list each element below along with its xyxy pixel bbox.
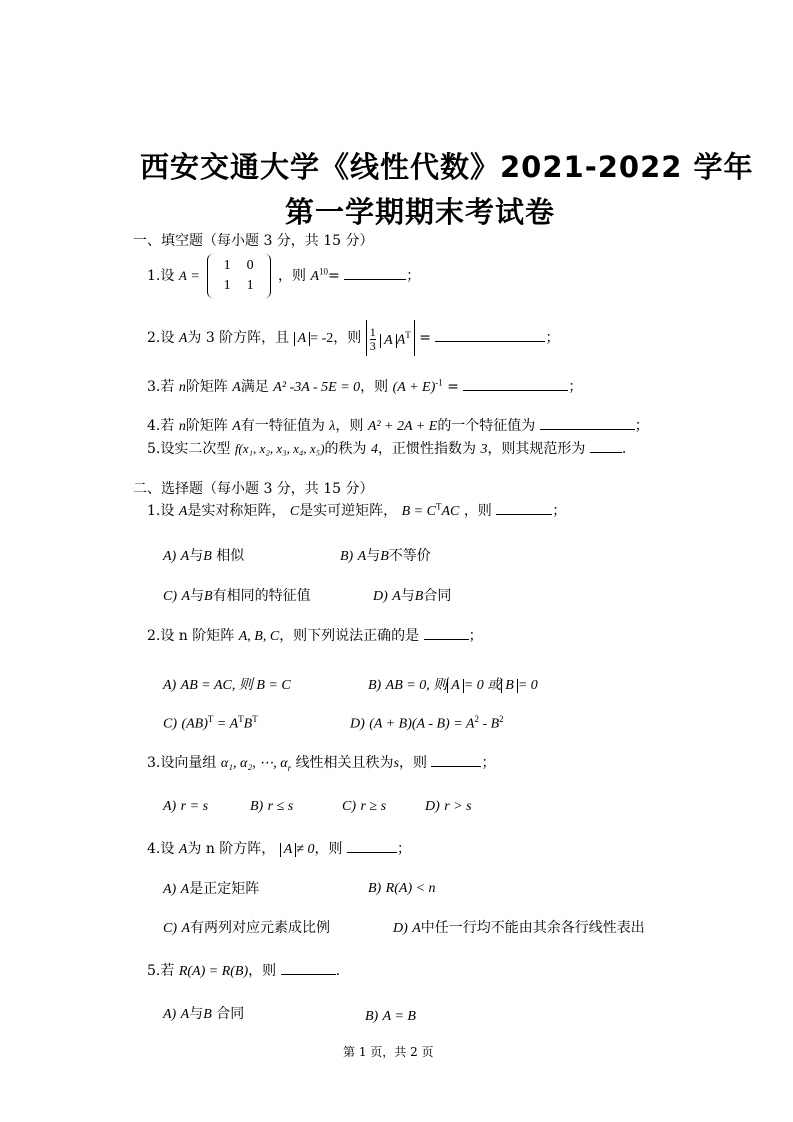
answer-blank[interactable] xyxy=(463,376,568,391)
answer-blank[interactable] xyxy=(281,960,336,975)
section2-heading: 二、选择题（每小题 3 分，共 15 分） xyxy=(133,481,374,497)
s2-q1-option-b[interactable]: B) A与B不等价 xyxy=(340,548,431,564)
s2-q2-option-b[interactable]: B) AB = 0, 则 A = 0 或 B = 0 xyxy=(368,678,538,693)
s2-q2-option-c[interactable]: C) $(AB)^T = A^TB^T$ xyxy=(163,714,258,732)
answer-blank[interactable] xyxy=(496,500,552,515)
s2-q3-option-c[interactable]: C) r ≥ s xyxy=(342,799,387,814)
s2-q4-option-b[interactable]: B) R(A) < n xyxy=(368,881,436,896)
s2-q1-option-d[interactable]: D) A与B合同 xyxy=(373,588,452,604)
answer-blank[interactable] xyxy=(344,265,406,280)
s2-q3-option-a[interactable]: A) r = s xyxy=(163,799,209,814)
s2-q5: 5.若 R(A) = R(B)，则 . xyxy=(147,960,340,980)
s2-q2-option-d[interactable]: D) $(A + B)(A - B) = A^2 - B^2$ xyxy=(350,714,504,732)
s2-q4: 4.设 A为 n 阶方阵， A ≠ 0，则 ； xyxy=(147,838,411,858)
answer-blank[interactable] xyxy=(431,752,481,767)
s2-q1-option-a[interactable]: A) A与B 相似 xyxy=(163,548,245,564)
answer-blank[interactable] xyxy=(540,415,635,430)
s2-q1: 1.设 A是实对称矩阵， C是实可逆矩阵， $B = C^TAC$ ，则 ； xyxy=(147,501,567,519)
s2-q4-option-a[interactable]: A) A是正定矩阵 xyxy=(163,881,260,897)
s1-q1: 1.设 A = 1 0 1 1 ，则 $A^{10}=$ ； xyxy=(147,254,420,298)
s2-q5-option-a[interactable]: A) A与B 合同 xyxy=(163,1006,245,1022)
s1-q5: 5.设实二次型 f(x₁, x₂, x₃, x₄, x₅)的秩为 4，正惯性指数为 3，则其规范形为 . xyxy=(147,438,626,458)
s2-q2: 2.设 n 阶矩阵 A, B, C，则下列说法正确的是 ； xyxy=(147,625,483,645)
answer-blank[interactable] xyxy=(590,438,622,453)
s2-q3: 3.设向量组 α₁, α₂, ⋯, $\alpha_r$ 线性相关且秩为s，则 ； xyxy=(147,752,495,773)
s2-q1-option-c[interactable]: C) A与B有相同的特征值 xyxy=(163,588,311,604)
exam-title-line2: 第一学期期末考试卷 xyxy=(285,195,556,229)
s2-q5-option-b[interactable]: B) A = B xyxy=(365,1009,416,1024)
answer-blank[interactable] xyxy=(424,625,469,640)
s2-q2-option-a[interactable]: A) AB = AC, 则 B = C xyxy=(163,678,291,693)
s2-q3-option-d[interactable]: D) r > s xyxy=(425,799,472,814)
exam-title-line1: 西安交通大学《线性代数》2021-2022 学年 xyxy=(140,150,754,184)
matrix-a: 1 0 1 1 xyxy=(207,254,271,298)
page-footer: 第 1 页，共 2 页 xyxy=(343,1045,434,1059)
s1-q2: 2.设 A为 3 阶方阵，且 A = -2，则 $\frac{1}{3}$ A $A^T$ = ； xyxy=(147,320,559,356)
s2-q4-option-d[interactable]: D) A中任一行均不能由其余各行线性表出 xyxy=(393,920,645,936)
s1-q4: 4.若 n阶矩阵 A有一特征值为 λ，则 A² + 2A + E的一个特征值为 ； xyxy=(147,415,649,435)
s2-q4-option-c[interactable]: C) A有两列对应元素成比例 xyxy=(163,920,331,936)
answer-blank[interactable] xyxy=(347,838,397,853)
section1-heading: 一、填空题（每小题 3 分，共 15 分） xyxy=(133,233,374,249)
s2-q3-option-b[interactable]: B) r ≤ s xyxy=(250,799,294,814)
answer-blank[interactable] xyxy=(435,327,545,342)
s1-q3: 3.若 n阶矩阵 A满足 A² -3A - 5E = 0，则 $(A + E)^{-1}$ = ； xyxy=(147,377,583,395)
